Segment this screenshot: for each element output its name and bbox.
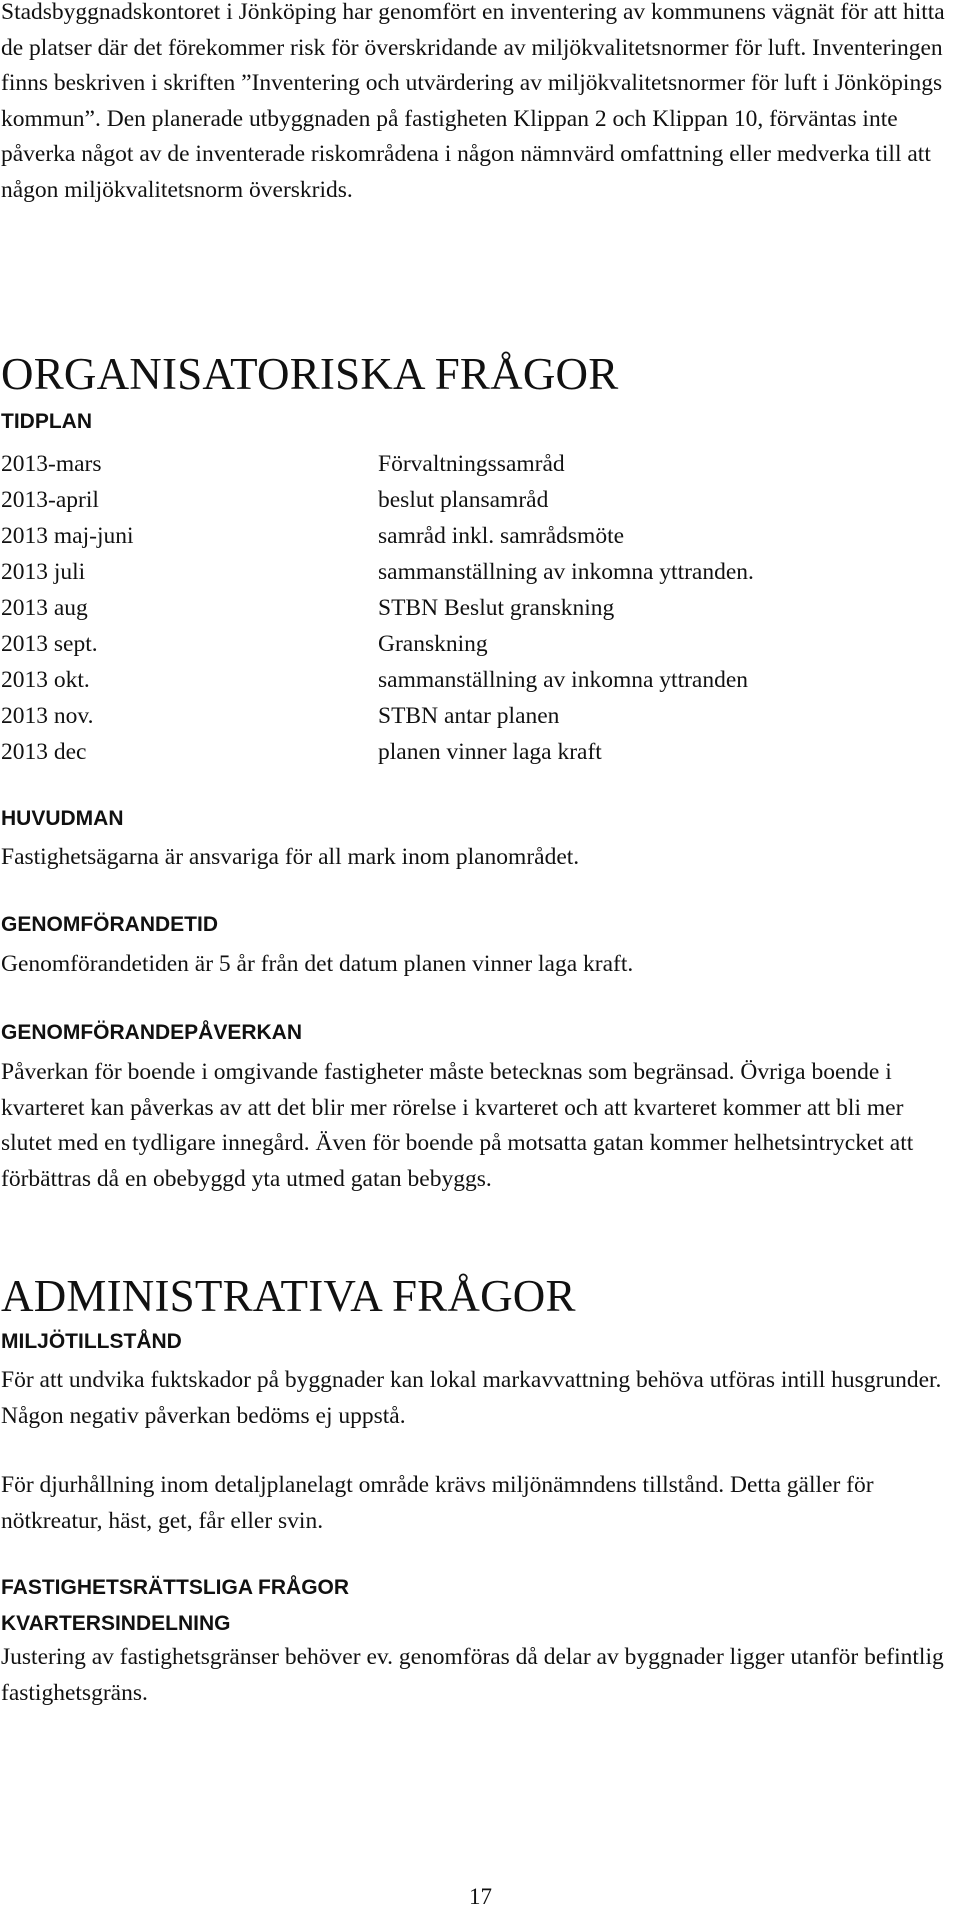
tidplan-event: Förvaltningssamråd [378, 451, 565, 477]
page-number: 17 [469, 1884, 492, 1909]
heading-kvartersindelning: KVARTERSINDELNING [1, 1612, 231, 1635]
tidplan-date: 2013 juli [1, 559, 86, 585]
tidplan-date: 2013 dec [1, 739, 87, 765]
tidplan-row [1, 590, 941, 626]
heading-organisatoriska-fragor: ORGANISATORISKA FRÅGOR [1, 349, 619, 399]
tidplan-date: 2013 maj-juni [1, 523, 134, 549]
genomforandetid-text: Genomförandetiden är 5 år från det datum planen vinner laga kraft. [1, 951, 634, 977]
tidplan-event: STBN antar planen [378, 703, 560, 729]
heading-genomforandetid: GENOMFÖRANDETID [1, 913, 218, 936]
tidplan-event: samråd inkl. samrådsmöte [378, 523, 625, 549]
heading-miljotillstand: MILJÖTILLSTÅND [1, 1330, 182, 1353]
tidplan-row [1, 554, 941, 590]
tidplan-date: 2013 aug [1, 595, 88, 621]
tidplan-date: 2013-april [1, 487, 99, 513]
tidplan-event: STBN Beslut granskning [378, 595, 615, 621]
miljotillstand-text-2: För djurhållning inom detaljplanelagt område krävs miljönämndens tillstånd. Detta gäller för nötkreatur, häst, get, får eller svin. [1, 1472, 874, 1534]
heading-administrativa-fragor: ADMINISTRATIVA FRÅGOR [1, 1271, 576, 1321]
tidplan-row [1, 626, 941, 662]
miljotillstand-text-1: För att undvika fuktskador på byggnader kan lokal markavvattning behöva utföras intill husgrunder. Någon negativ påverkan bedöms ej uppstå. [1, 1367, 942, 1429]
tidplan-row [1, 518, 941, 554]
tidplan-date: 2013 nov. [1, 703, 94, 729]
tidplan-row [1, 662, 941, 698]
heading-fastighetsrattsliga-fragor: FASTIGHETSRÄTTSLIGA FRÅGOR [1, 1576, 350, 1599]
tidplan-row [1, 698, 941, 734]
heading-tidplan: TIDPLAN [1, 410, 92, 433]
intro-paragraph: Stadsbyggnadskontoret i Jönköping har genomfört en inventering av kommunens vägnät för att hitta de platser där det förekommer risk för överskridande av miljökvalitetsnormer för luft. Inventeringen finns beskriven i skriften ”Inventering och utvärdering av miljökvalitetsnormer för luft i Jönköpings kommun”. Den planerade utbyggnaden på fastigheten Klippan 2 och Klippan 10, förväntas inte påverka något av de inventerade riskområdena i någon nämnvärd omfattning eller medverka till att någon miljökvalitetsnorm överskrids. [1, 0, 945, 203]
tidplan-event: sammanställning av inkomna yttranden [378, 667, 749, 693]
tidplan-event: sammanställning av inkomna yttranden. [378, 559, 754, 585]
tidplan-date: 2013 sept. [1, 631, 98, 657]
tidplan-date: 2013-mars [1, 451, 102, 477]
heading-huvudman: HUVUDMAN [1, 807, 124, 830]
tidplan-row [1, 734, 941, 770]
tidplan-row [1, 482, 941, 518]
tidplan-row [1, 446, 941, 482]
tidplan-event: planen vinner laga kraft [378, 739, 602, 765]
genomforandepaverkan-text: Påverkan för boende i omgivande fastigheter måste betecknas som begränsad. Övriga boende i kvarteret kan påverkas av att det blir mer rörelse i kvarteret och att kvarteret kommer att bli mer slutet med en tydligare innegård. Även för boende på motsatta gatan kommer helhetsintrycket att förbättras då en obebyggd yta utmed gatan bebyggs. [1, 1059, 914, 1192]
huvudman-text: Fastighetsägarna är ansvariga för all mark inom planområdet. [1, 844, 580, 870]
tidplan-date: 2013 okt. [1, 667, 90, 693]
tidplan-event: Granskning [378, 631, 488, 657]
heading-genomforandepaverkan: GENOMFÖRANDEPÅVERKAN [1, 1021, 303, 1044]
tidplan-event: beslut plansamråd [378, 487, 549, 513]
kvartersindelning-text: Justering av fastighetsgränser behöver ev. genomföras då delar av byggnader ligger utanför befintlig fastighetsgräns. [1, 1644, 944, 1706]
